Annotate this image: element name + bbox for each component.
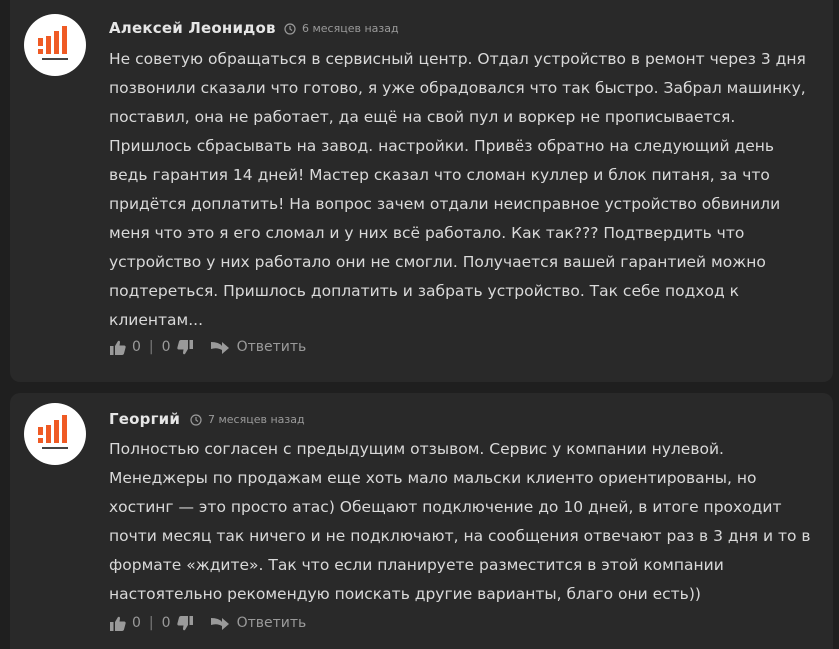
like-divider: | bbox=[148, 339, 154, 355]
review-time bbox=[190, 413, 305, 426]
review-card bbox=[10, 393, 833, 649]
thumbs-up-icon bbox=[110, 616, 126, 631]
clock-icon bbox=[190, 414, 202, 426]
review-time bbox=[284, 22, 399, 35]
reply-arrow-icon bbox=[211, 340, 229, 354]
thumbs-up-icon bbox=[110, 340, 126, 355]
like-count: 0 bbox=[132, 339, 141, 355]
thumbs-down-icon bbox=[177, 616, 193, 631]
review-author[interactable]: Алексей Леонидов bbox=[109, 19, 276, 37]
reply-label: Ответить bbox=[236, 615, 307, 631]
dislike-button[interactable] bbox=[177, 340, 193, 355]
like-count: 0 bbox=[132, 615, 141, 631]
review-actions bbox=[110, 339, 306, 355]
reply-button[interactable] bbox=[211, 339, 307, 355]
review-text: Не советую обращаться в сервисный центр. Отдал устройство в ремонт через 3 дня позвонили сказали что готово, я уже обрадовался что так быстро. Забрал машинку, поставил, она не работает, да ещё на свой пул и воркер не прописывается. Пришлось сбрасывать на завод. настройки. Привёз обратно на следующий день ведь гарантия 14 дней! Мастер сказал что сломан куллер и блок питаня, за что придётся доплатить! На вопрос зачем отдали неисправное устройство обвинили меня что это я его сломал и у них всё работало. Как так??? Подтвердить что устройство у них работало они не смогли. Получается вашей гарантией можно подтереться. Пришлось доплатить и забрать устройство. Так себе подход к клиентам... bbox=[109, 50, 806, 329]
like-button[interactable] bbox=[110, 616, 126, 631]
dislike-count: 0 bbox=[161, 339, 171, 355]
review-text: Полностью согласен с предыдущим отзывом. Сервис у компании нулевой. Менеджеры по продажам еще хоть мало мальски клиенто ориентированы, но хостинг — это просто атас) Обещают подключение до 10 дней, в итоге проходит почти месяц так ничего и не подключают, на сообщения отвечают раз в 3 дня и то в формате «ждите». Так что если планируете разместится в этой компании настоятельно рекомендую поискать другие варианты, благо они есть)) bbox=[109, 440, 811, 603]
like-button[interactable] bbox=[110, 340, 126, 355]
reply-button[interactable] bbox=[211, 615, 307, 631]
like-divider: | bbox=[148, 615, 154, 631]
reply-label: Ответить bbox=[236, 339, 307, 355]
review-card bbox=[10, 0, 833, 382]
clock-icon bbox=[284, 23, 296, 35]
reply-arrow-icon bbox=[211, 616, 229, 630]
dislike-button[interactable] bbox=[177, 616, 193, 631]
dislike-count: 0 bbox=[161, 615, 171, 631]
review-time-text: 6 месяцев назад bbox=[302, 22, 399, 35]
top-hosting-logo-icon[interactable] bbox=[24, 14, 86, 76]
thumbs-down-icon bbox=[177, 340, 193, 355]
review-author[interactable]: Георгий bbox=[109, 410, 181, 428]
review-time-text: 7 месяцев назад bbox=[208, 413, 305, 426]
review-actions bbox=[110, 615, 306, 631]
top-hosting-logo-icon[interactable] bbox=[24, 403, 86, 465]
